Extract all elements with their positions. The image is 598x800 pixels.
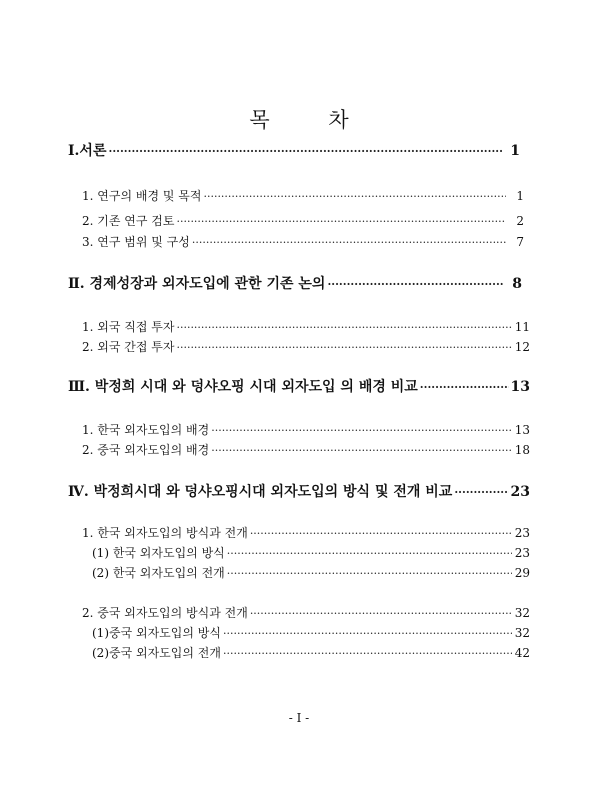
toc-entry-label: (1) 한국 외자도입의 방식: [92, 546, 225, 560]
toc-entry-page-number: 11: [514, 320, 530, 334]
toc-entry-label: Ⅳ. 박정희시대 와 덩샤오핑시대 외자도입의 방식 및 전개 비교: [68, 484, 453, 500]
dot-leader: [327, 278, 504, 291]
toc-entry-label: (2) 한국 외자도입의 전개: [92, 566, 225, 580]
toc-entry-page-number: 42: [514, 646, 530, 660]
dot-leader: [176, 321, 512, 334]
dot-leader: [176, 215, 506, 228]
toc-entry-label: 1. 연구의 배경 및 목적: [82, 189, 202, 203]
page-number: - I -: [288, 711, 310, 725]
toc-entry-label: 1. 한국 외자도입의 배경: [82, 423, 210, 437]
toc-entry-page-number: 29: [514, 566, 530, 580]
toc-entry-page-number: 13: [510, 379, 530, 395]
toc-entry-page-number: 23: [514, 546, 530, 560]
toc-entry-label: 2. 기존 연구 검토: [82, 214, 175, 228]
toc-entry-page-number: 2: [516, 214, 524, 228]
toc-entry-label: Ⅰ.서론: [68, 143, 107, 159]
page-title: 목 차: [249, 108, 375, 132]
toc-section-entry: [92, 644, 530, 661]
toc-entry-label: 2. 외국 간접 투자: [82, 340, 175, 354]
toc-entry-label: (2)중국 외자도입의 전개: [92, 646, 221, 660]
toc-section-entry: [82, 604, 530, 621]
dot-leader: [227, 567, 512, 580]
toc-section-entry: [82, 233, 524, 250]
toc-entry-label: 3. 연구 범위 및 구성: [82, 235, 190, 249]
dot-leader: [227, 547, 512, 560]
toc-section-entry: [82, 318, 530, 335]
toc-chapter-entry: [68, 376, 530, 396]
toc-section-entry: [82, 212, 524, 229]
dot-leader: [223, 627, 512, 640]
toc-entry-page-number: 32: [514, 606, 530, 620]
toc-section-entry: [82, 524, 530, 541]
toc-section-entry: [92, 624, 530, 641]
dot-leader: [211, 444, 512, 457]
dot-leader: [223, 647, 512, 660]
dot-leader: [250, 607, 512, 620]
toc-section-entry: [92, 564, 530, 581]
toc-entry-page-number: 12: [514, 340, 530, 354]
toc-chapter-entry: [68, 273, 522, 293]
toc-chapter-entry: [68, 140, 520, 160]
dot-leader: [420, 381, 509, 394]
toc-entry-page-number: 13: [514, 423, 530, 437]
toc-entry-label: 2. 중국 외자도입의 배경: [82, 443, 210, 457]
toc-entry-page-number: 32: [514, 626, 530, 640]
toc-entry-label: Ⅲ. 박정희 시대 와 덩샤오핑 시대 외자도입 의 배경 비교: [68, 379, 418, 395]
toc-entry-page-number: 7: [516, 235, 524, 249]
toc-entry-page-number: 8: [512, 276, 522, 292]
toc-entry-page-number: 23: [510, 484, 530, 500]
toc-entry-label: 1. 한국 외자도입의 방식과 전개: [82, 526, 248, 540]
dot-leader: [108, 145, 502, 158]
toc-entry-label: 2. 중국 외자도입의 방식과 전개: [82, 606, 248, 620]
toc-entry-page-number: 1: [510, 143, 520, 159]
toc-entry-label: (1)중국 외자도입의 방식: [92, 626, 221, 640]
toc-section-entry: [82, 187, 524, 204]
toc-entry-page-number: 18: [514, 443, 530, 457]
dot-leader: [454, 486, 508, 499]
toc-section-entry: [82, 441, 530, 458]
dot-leader: [211, 424, 512, 437]
toc-chapter-entry: [68, 481, 530, 501]
dot-leader: [192, 236, 506, 249]
toc-section-entry: [92, 544, 530, 561]
dot-leader: [176, 341, 512, 354]
toc-section-entry: [82, 338, 530, 355]
toc-entry-label: Ⅱ. 경제성장과 외자도입에 관한 기존 논의: [68, 276, 326, 292]
toc-entry-page-number: 23: [514, 526, 530, 540]
toc-section-entry: [82, 421, 530, 438]
toc-entry-page-number: 1: [516, 189, 524, 203]
toc-entry-label: 1. 외국 직접 투자: [82, 320, 175, 334]
dot-leader: [203, 190, 506, 203]
dot-leader: [250, 527, 512, 540]
